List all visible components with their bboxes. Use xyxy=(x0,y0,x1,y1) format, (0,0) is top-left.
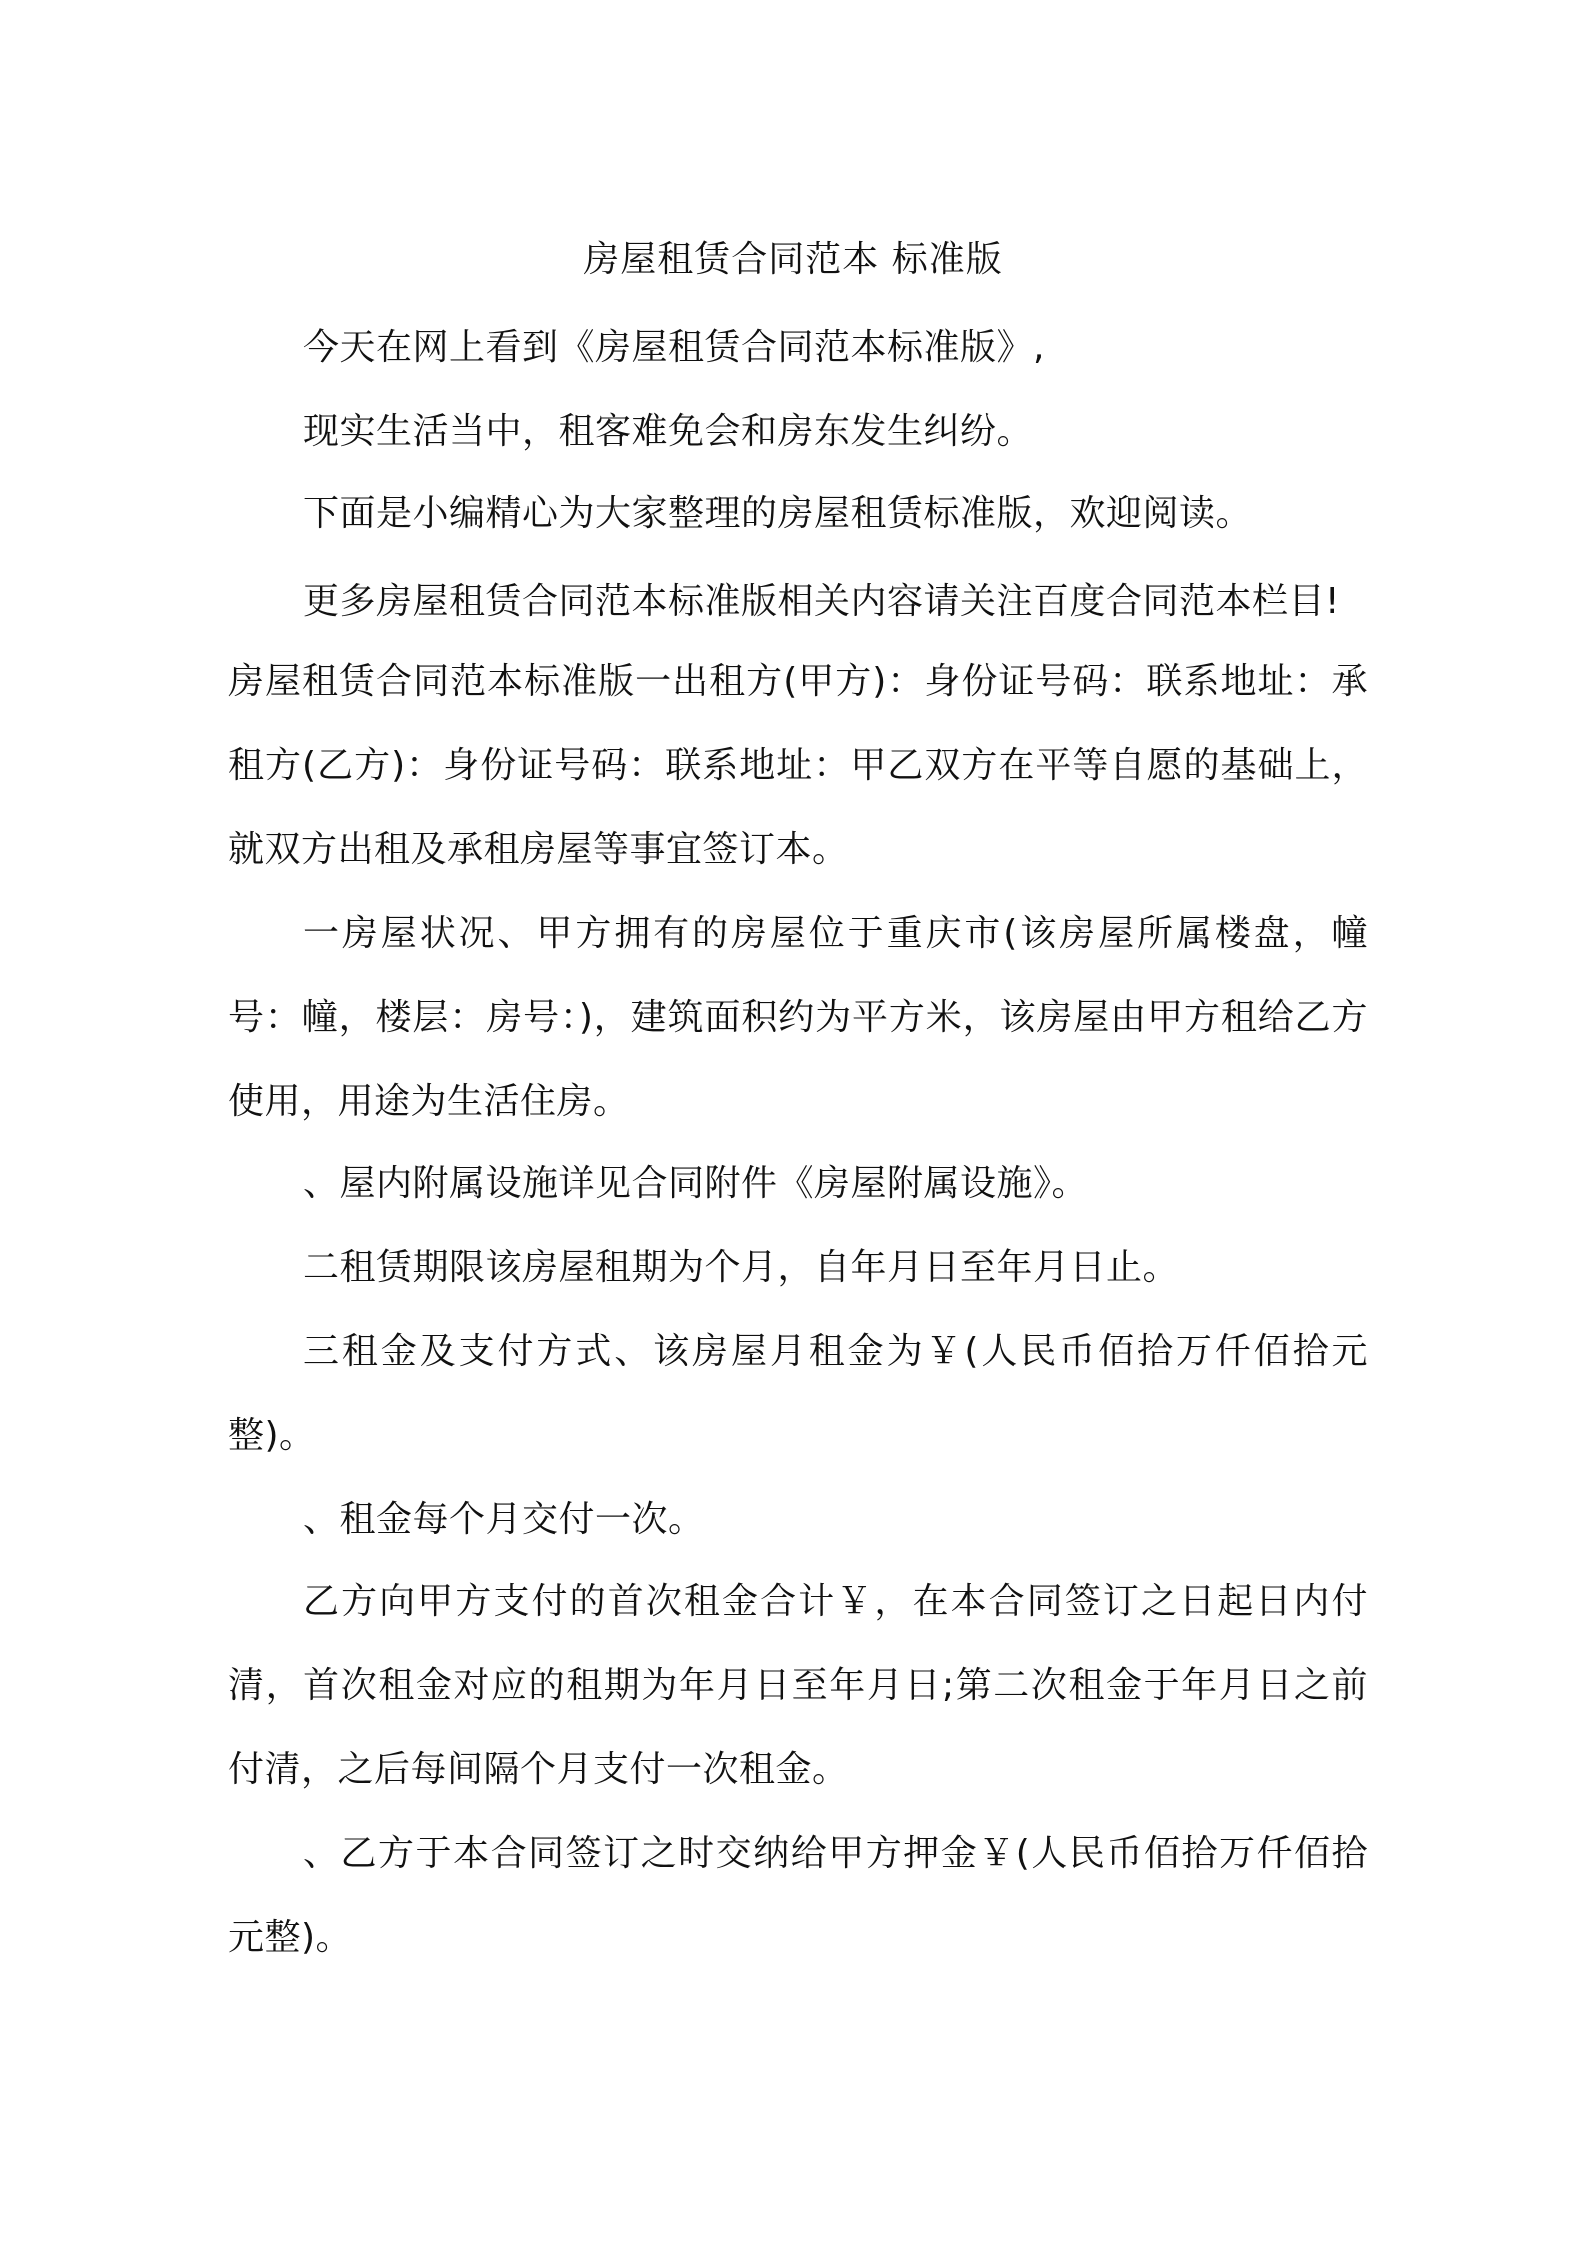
paragraph-parties: 房屋租赁合同范本标准版一出租方(甲方)：身份证号码：联系地址：承租方(乙方)：身份证号码：联系地址：甲乙双方在平等自愿的基础上，就双方出租及承租房屋等事宜签订本。 xyxy=(228,661,1368,870)
paragraph-editor-note: 下面是小编精心为大家整理的房屋租赁标准版，欢迎阅读。 xyxy=(303,493,1253,534)
document-title: 房屋租赁合同范本 标准版 xyxy=(583,239,1003,280)
paragraph-rent-frequency: 、租金每个月交付一次。 xyxy=(303,1499,705,1540)
paragraph-deposit: 、乙方于本合同签订之时交纳给甲方押金￥(人民币佰拾万仟佰拾元整)。 xyxy=(228,1833,1368,1958)
paragraph-lease-term: 二租赁期限该房屋租期为个月，自年月日至年月日止。 xyxy=(303,1247,1180,1288)
paragraph-disputes: 现实生活当中，租客难免会和房东发生纠纷。 xyxy=(303,411,1034,452)
paragraph-rent-amount: 三租金及支付方式、该房屋月租金为￥(人民币佰拾万仟佰拾元整)。 xyxy=(228,1331,1368,1456)
paragraph-facilities: 、屋内附属设施详见合同附件《房屋附属设施》。 xyxy=(303,1163,1089,1204)
paragraph-first-payment: 乙方向甲方支付的首次租金合计￥，在本合同签订之日起日内付清，首次租金对应的租期为年月日至年月日;第二次租金于年月日之前付清，之后每间隔个月支付一次租金。 xyxy=(228,1581,1368,1790)
paragraph-house-status: 一房屋状况、甲方拥有的房屋位于重庆市(该房屋所属楼盘，幢号：幢，楼层：房号：)，建筑面积约为平方米，该房屋由甲方租给乙方使用，用途为生活住房。 xyxy=(228,913,1368,1122)
paragraph-intro: 今天在网上看到《房屋租赁合同范本标准版》, xyxy=(303,327,1045,368)
paragraph-more-info: 更多房屋租赁合同范本标准版相关内容请关注百度合同范本栏目! xyxy=(303,581,1340,622)
